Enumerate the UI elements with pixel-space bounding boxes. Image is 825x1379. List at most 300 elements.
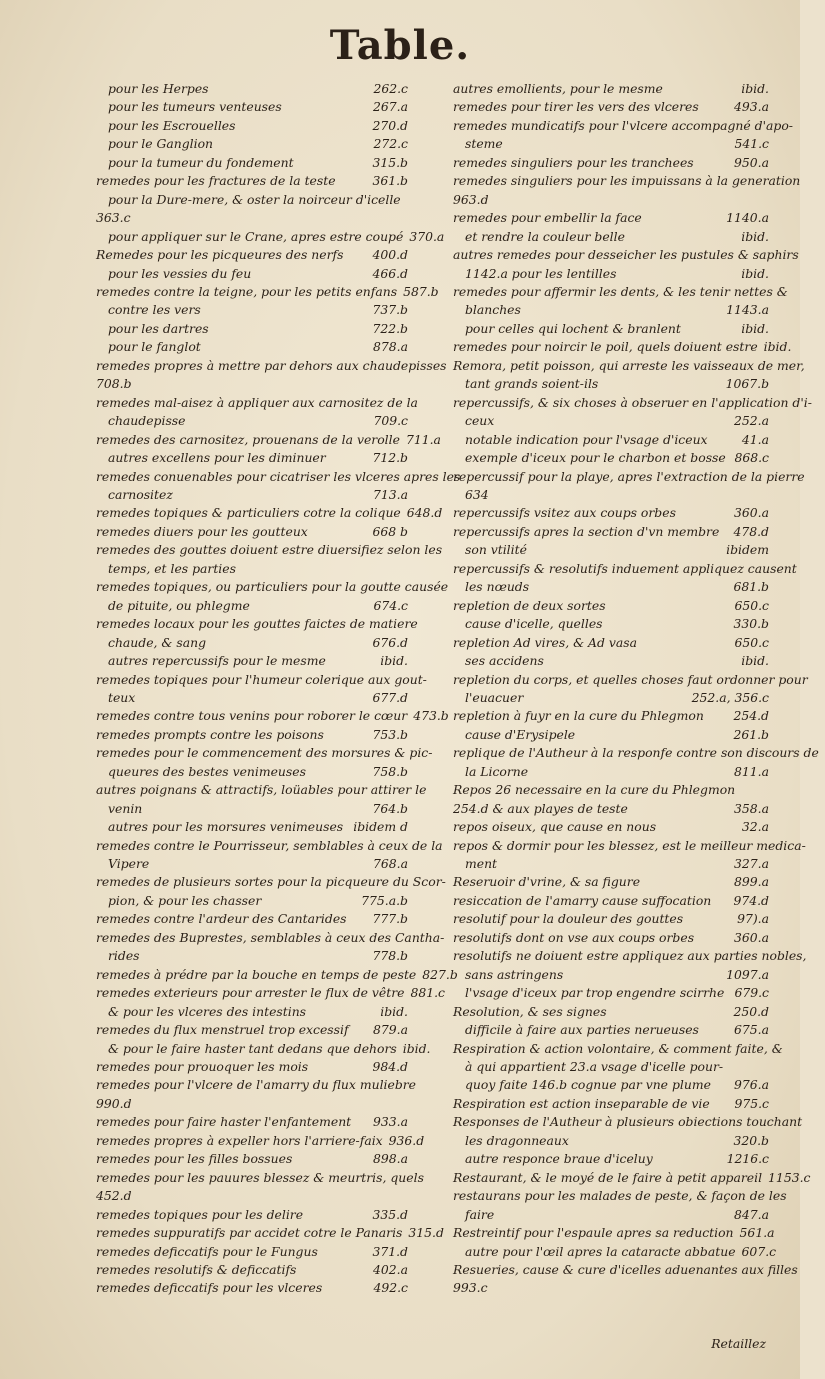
entry-text: tant grands soient-ils [465, 376, 599, 392]
entry-page-ref: 722.b [372, 320, 408, 336]
entry-text: remedes topiques pour l'humeur colerique aux gout- [96, 671, 427, 687]
entry-text: exemple d'iceux pour le charbon et bosse [465, 450, 726, 466]
index-entry [453, 929, 769, 947]
index-entry [453, 1261, 798, 1279]
index-entry [96, 228, 445, 246]
entry-page-ref [819, 744, 825, 762]
entry-text: repercussifs, & six choses à obseruer en l'application d'i- [453, 394, 812, 410]
index-entry [96, 984, 445, 1002]
index-entry [96, 1132, 425, 1150]
entry-text: resolutifs ne doiuent estre appliquez aux parties nobles, [453, 948, 807, 964]
index-entry [453, 1076, 769, 1094]
entry-page-ref: ibidem d [353, 819, 408, 835]
entry-page-ref: 868.c [734, 450, 769, 466]
entry-text: & pour le faire haster tant dedans que dehors [108, 1040, 397, 1056]
index-entry [96, 634, 408, 652]
entry-text: 1142.a pour les lentilles [465, 265, 617, 281]
index-entry [96, 1187, 408, 1205]
entry-page-ref [805, 357, 811, 375]
entry-text: pour les Escrouelles [108, 117, 236, 133]
entry-text: chaudepisse [108, 413, 186, 429]
index-entry [96, 394, 418, 412]
index-entry [453, 1058, 769, 1076]
entry-page-ref [444, 929, 450, 947]
index-entry [96, 560, 408, 578]
entry-text: quoy faite 146.b cognue par vne plume [465, 1077, 711, 1093]
entry-text: restaurans pour les malades de peste, & façon de les [453, 1188, 787, 1204]
entry-page-ref [812, 394, 818, 412]
index-entry [453, 117, 793, 135]
index-entry [96, 412, 408, 430]
entry-page-ref: ibid. [380, 1003, 408, 1019]
index-entry [453, 800, 769, 818]
entry-page-ref: 466.d [372, 265, 408, 281]
index-entry [453, 228, 769, 246]
index-entry [96, 1243, 408, 1261]
entry-text: notable indication pour l'vsage d'iceux [465, 431, 708, 447]
entry-text: pour les vessies du feu [108, 265, 252, 281]
entry-page-ref: 261.b [733, 726, 769, 742]
entry-text: remedes pour les pauures blessez & meurtris, quels [96, 1169, 424, 1185]
left-column [96, 80, 461, 1298]
entry-text: temps, et les parties [108, 560, 236, 576]
index-entry [453, 1187, 787, 1205]
index-entry [96, 486, 408, 504]
entry-page-ref: 541.c [734, 136, 769, 152]
index-entry [96, 652, 408, 670]
entry-page-ref: 679.c [734, 985, 769, 1001]
index-entry [453, 80, 769, 98]
entry-page-ref: 315.b [372, 154, 408, 170]
entry-text: remedes topiques pour les delire [96, 1206, 304, 1222]
index-entry [453, 1113, 803, 1131]
entry-page-ref [763, 781, 769, 799]
index-entry [453, 744, 819, 762]
entry-text: teux [108, 689, 136, 705]
entry-text: à qui appartient 23.a vsage d'icelle pour- [465, 1059, 724, 1075]
entry-text: repletion Ad vires, & Ad vasa [453, 634, 637, 650]
index-entry [96, 818, 408, 836]
entry-page-ref: 899.a [734, 874, 769, 890]
index-entry [453, 837, 806, 855]
index-entry [453, 984, 769, 1002]
entry-text: remedes pour le commencement des morsures & pic- [96, 745, 433, 761]
entry-page-ref: 950.a [734, 154, 769, 170]
entry-text: remedes du flux menstruel trop excessif [96, 1022, 349, 1038]
index-entry [453, 468, 805, 486]
index-entry [96, 98, 408, 116]
entry-page-ref [806, 837, 812, 855]
entry-page-ref [763, 1058, 769, 1076]
entry-page-ref: 898.a [373, 1151, 408, 1167]
entry-text: Restreintif pour l'espaule apres sa reduction [453, 1225, 734, 1241]
entry-page-ref [763, 191, 769, 209]
entry-page-ref: 587.b [403, 283, 439, 299]
entry-text: blanches [465, 302, 521, 318]
entry-page-ref: 1216.c [726, 1151, 769, 1167]
entry-text: remedes propres à mettre par dehors aux chaudepisses [96, 357, 447, 373]
index-entry [96, 1095, 408, 1113]
entry-page-ref [418, 615, 424, 633]
index-entry [453, 1243, 777, 1261]
index-entry [96, 873, 446, 891]
entry-text: remedes singuliers pour les impuissans à la generation [453, 173, 801, 189]
entry-text: remedes pour affermir les dents, & les tenir nettes & [453, 283, 788, 299]
entry-text: pour celles qui lochent & branlent [465, 320, 681, 336]
entry-page-ref: ibid. [380, 653, 408, 669]
entry-page-ref [800, 172, 806, 190]
entry-text: steme [465, 136, 503, 152]
entry-page-ref: 272.c [373, 136, 408, 152]
index-entry [453, 634, 769, 652]
index-entry [453, 781, 769, 799]
entry-page-ref: 361.b [372, 173, 408, 189]
entry-text: autres remedes pour desseicher les pustules & saphirs [453, 247, 799, 263]
page-title: Table. [329, 22, 471, 69]
entry-text: Respiration est action inseparable de vie [453, 1095, 710, 1111]
entry-text: remedes contre l'ardeur des Cantarides [96, 911, 347, 927]
entry-page-ref [427, 671, 433, 689]
entry-page-ref: 97).a [737, 911, 769, 927]
entry-text: autres excellens pour les diminuer [108, 450, 326, 466]
entry-text: remedes pour tirer les vers des vlceres [453, 99, 699, 115]
entry-text: remedes locaux pour les gouttes faictes de matiere [96, 616, 418, 632]
entry-text: remedes pour les fractures de la teste [96, 173, 336, 189]
index-entry [96, 615, 418, 633]
entry-page-ref: ibid. [402, 1040, 431, 1056]
entry-text: remedes pour embellir la face [453, 210, 642, 226]
entry-page-ref: 847.a [734, 1206, 769, 1222]
entry-page-ref: 270.d [372, 117, 408, 133]
entry-text: ses accidens [465, 653, 544, 669]
index-entry [96, 1224, 444, 1242]
entry-page-ref: 254.d [733, 708, 769, 724]
index-entry [96, 578, 449, 596]
entry-page-ref: 360.a [734, 929, 769, 945]
index-entry [96, 1076, 417, 1094]
index-entry [453, 578, 769, 596]
entry-page-ref: 768.a [373, 856, 408, 872]
entry-text: remedes contre tous venins pour roborer le cœur [96, 708, 408, 724]
index-entry [453, 449, 769, 467]
index-entry [453, 523, 769, 541]
index-entry [96, 357, 447, 375]
entry-text: remedes pour les filles bossues [96, 1151, 293, 1167]
index-entry [96, 707, 449, 725]
entry-text: remedes deficcatifs pour le Fungus [96, 1243, 318, 1259]
index-entry [96, 671, 427, 689]
entry-page-ref: 1067.b [725, 376, 769, 392]
entry-text: sans astringens [465, 966, 564, 982]
index-entry [453, 873, 769, 891]
entry-text: queures des bestes venimeuses [108, 763, 306, 779]
entry-text: remedes conuenables pour cicatriser les vlceres apres les [96, 468, 461, 484]
entry-page-ref [402, 209, 408, 227]
index-entry [453, 265, 769, 283]
entry-page-ref: 1143.a [726, 302, 769, 318]
index-entry [96, 800, 408, 818]
index-entry [453, 1095, 769, 1113]
index-entry [96, 523, 408, 541]
entry-page-ref: 974.d [733, 892, 769, 908]
entry-page-ref [418, 394, 424, 412]
index-entry [96, 191, 408, 209]
index-entry [453, 689, 769, 707]
index-entry [96, 1058, 408, 1076]
entry-text: remedes de plusieurs sortes pour la picqueure du Scor- [96, 874, 446, 890]
entry-text: remedes diuers pour les goutteux [96, 523, 308, 539]
entry-text: remedes contre la teigne, pour les petits enfans [96, 283, 398, 299]
entry-page-ref: 777.b [372, 911, 408, 927]
index-entry [96, 431, 441, 449]
entry-text: carnositez [108, 486, 173, 502]
entry-page-ref [432, 744, 438, 762]
entry-page-ref: 676.d [372, 634, 408, 650]
entry-text: repletion à fuyr en la cure du Phlegmon [453, 708, 704, 724]
index-entry [96, 966, 458, 984]
index-entry [453, 1040, 783, 1058]
index-entry [453, 910, 769, 928]
entry-page-ref [416, 1076, 422, 1094]
index-entry [96, 135, 408, 153]
index-entry [96, 117, 408, 135]
index-entry [96, 283, 439, 301]
entry-page-ref: 370.a [409, 228, 445, 244]
entry-page-ref: 315.d [408, 1225, 444, 1241]
index-entry [453, 615, 769, 633]
entry-page-ref: 677.d [372, 689, 408, 705]
entry-page-ref: ibid. [741, 653, 769, 669]
entry-page-ref: 1097.a [726, 966, 769, 982]
entry-page-ref: 478.d [733, 523, 769, 539]
entry-text: Reseruoir d'vrine, & sa figure [453, 874, 641, 890]
entry-text: remedes des gouttes doiuent estre diuersifiez selon les [96, 542, 443, 558]
entry-page-ref: 402.a [373, 1262, 408, 1277]
entry-text: 708.b [96, 376, 132, 392]
index-entry [96, 763, 408, 781]
entry-page-ref: ibid. [741, 265, 769, 281]
entry-page-ref: 713.a [373, 486, 408, 502]
entry-text: Respiration & action volontaire, & comment faite, & [453, 1040, 783, 1056]
entry-page-ref: 327.a [734, 856, 769, 872]
entry-page-ref [783, 1040, 789, 1058]
entry-page-ref: 674.c [373, 597, 408, 613]
entry-text: ceux [465, 413, 495, 429]
index-entry [453, 892, 769, 910]
index-entry [96, 1169, 424, 1187]
entry-text: remedes singuliers pour les tranchees [453, 154, 694, 170]
entry-page-ref: 984.d [372, 1059, 408, 1075]
entry-page-ref: 712.b [372, 450, 408, 466]
entry-text: chaude, & sang [108, 634, 207, 650]
entry-text: remedes pour prouoquer les mois [96, 1059, 309, 1075]
index-entry [453, 855, 769, 873]
entry-page-ref: 709.c [373, 413, 408, 429]
entry-text: 363.c [96, 210, 131, 226]
entry-text: venin [108, 800, 143, 816]
entry-page-ref: 827.b [422, 966, 458, 982]
entry-text: pour les Herpes [108, 81, 209, 96]
entry-text: Remora, petit poisson, qui arreste les vaisseaux de mer, [453, 357, 805, 373]
index-entry [453, 375, 769, 393]
entry-text: Repos 26 necessaire en la cure du Phlegmon [453, 782, 736, 798]
entry-page-ref [446, 873, 452, 891]
entry-page-ref: 879.a [373, 1022, 408, 1038]
entry-page-ref: ibid. [741, 320, 769, 336]
entry-page-ref: 252.a [734, 413, 769, 429]
entry-page-ref: 41.a [741, 431, 769, 447]
entry-page-ref: 675.a [734, 1022, 769, 1038]
entry-text: repletion du corps, et quelles choses faut ordonner pour [453, 671, 808, 687]
entry-text: pour le fanglot [108, 339, 201, 355]
entry-page-ref: ibidem [726, 542, 769, 558]
entry-page-ref [402, 375, 408, 393]
index-entry [96, 504, 443, 522]
entry-page-ref [402, 560, 408, 578]
entry-page-ref: 775.a.b [361, 892, 408, 908]
entry-page-ref: 668 b [372, 523, 408, 539]
index-entry [96, 910, 408, 928]
index-entry [453, 412, 769, 430]
entry-page-ref: 32.a [741, 819, 769, 835]
index-entry [453, 98, 769, 116]
entry-page-ref: 753.b [372, 726, 408, 742]
index-entry [96, 246, 408, 264]
index-entry [96, 1021, 408, 1039]
index-entry [453, 209, 769, 227]
entry-text: remedes prompts contre les poisons [96, 726, 324, 742]
entry-text: & pour les vlceres des intestins [108, 1003, 307, 1019]
index-entry [96, 837, 443, 855]
entry-text: cause d'icelle, quelles [465, 616, 603, 632]
entry-page-ref: 811.a [734, 763, 769, 779]
index-entry [453, 431, 769, 449]
index-entry [453, 172, 801, 190]
entry-page-ref: ibid. [763, 339, 792, 355]
entry-text: repercussifs & resolutifs induement appliquez causent [453, 560, 797, 576]
entry-page-ref [805, 468, 811, 486]
entry-page-ref [798, 1261, 804, 1279]
entry-text: pour les dartres [108, 320, 209, 336]
entry-page-ref: 936.d [388, 1132, 425, 1148]
entry-page-ref [447, 357, 453, 375]
entry-page-ref: 335.d [372, 1206, 408, 1222]
entry-page-ref [426, 781, 432, 799]
entry-page-ref: 737.b [372, 302, 408, 318]
entry-text: autres repercussifs pour le mesme [108, 653, 326, 669]
index-entry [96, 744, 433, 762]
index-entry [96, 1040, 431, 1058]
entry-text: son vtilité [465, 542, 527, 558]
entry-text: autres poignans & attractifs, loüables pour attirer le [96, 782, 427, 798]
entry-text: remedes mundicatifs pour l'vlcere accompagné d'apo- [453, 117, 793, 133]
entry-text: repos & dormir pour les blessez, est le meilleur medica- [453, 837, 806, 853]
entry-page-ref [808, 671, 814, 689]
index-entry [96, 154, 408, 172]
entry-text: repercussif pour la playe, apres l'extraction de la pierre [453, 468, 805, 484]
entry-text: remedes pour l'vlcere de l'amarry du flux muliebre [96, 1077, 417, 1093]
index-entry [453, 191, 769, 209]
entry-text: la Licorne [465, 763, 529, 779]
entry-text: Resueries, cause & cure d'icelles aduenantes aux filles [453, 1262, 798, 1277]
entry-text: pour la Dure-mere, & oster la noirceur d'icelle [108, 191, 401, 207]
entry-text: 990.d [96, 1095, 132, 1111]
entry-page-ref [788, 283, 794, 301]
entry-page-ref [806, 947, 812, 965]
entry-text: rides [108, 948, 140, 964]
entry-page-ref [797, 560, 803, 578]
index-entry [453, 135, 769, 153]
index-entry [453, 283, 788, 301]
index-entry [96, 947, 408, 965]
entry-text: l'euacuer [465, 689, 524, 705]
entry-text: cause d'Erysipele [465, 726, 576, 742]
entry-text: l'vsage d'iceux par trop engendre scirrhe [465, 985, 725, 1001]
entry-text: remedes à prédre par la bouche en temps de peste [96, 966, 417, 982]
entry-page-ref: 933.a [373, 1114, 408, 1130]
entry-page-ref: 360.a [734, 505, 769, 521]
entry-text: les dragonneaux [465, 1132, 569, 1148]
entry-text: repercussifs apres la section d'vn membre [453, 523, 720, 539]
index-entry [96, 781, 427, 799]
entry-page-ref [402, 191, 408, 209]
entry-page-ref: 881.c [410, 985, 445, 1001]
index-entry [453, 671, 808, 689]
entry-text: remedes suppuratifs par accidet cotre le Panaris [96, 1225, 403, 1241]
entry-page-ref: 262.c [373, 81, 408, 96]
index-entry [96, 1150, 408, 1168]
index-entry [453, 357, 805, 375]
index-entry [453, 1206, 769, 1224]
entry-text: Vipere [108, 856, 150, 872]
entry-text: Restaurant, & le moyé de le faire à petit appareil [453, 1169, 763, 1185]
entry-page-ref: 493.a [734, 99, 769, 115]
index-entry [96, 855, 408, 873]
index-entry [453, 541, 769, 559]
entry-page-ref: 778.b [372, 948, 408, 964]
index-entry [453, 1132, 769, 1150]
entry-page-ref: 330.b [733, 616, 769, 632]
entry-page-ref: 650.c [734, 634, 769, 650]
entry-page-ref: 400.d [372, 247, 408, 263]
entry-text: remedes des carnositez, prouenans de la verolle [96, 431, 400, 447]
index-entry [96, 449, 408, 467]
entry-page-ref [802, 1113, 808, 1131]
entry-text: Remedes pour les picqueures des nerfs [96, 247, 344, 263]
entry-page-ref: 648.d [406, 505, 443, 521]
index-entry [96, 541, 443, 559]
entry-page-ref: 1140.a [726, 210, 769, 226]
entry-text: autre responce braue d'iceluy [465, 1151, 653, 1167]
index-entry [96, 265, 408, 283]
entry-text: remedes contre le Pourrisseur, semblables à ceux de la [96, 837, 443, 853]
entry-text: pion, & pour les chasser [108, 892, 262, 908]
index-entry [96, 468, 461, 486]
catchword: Retaillez [711, 1336, 766, 1351]
index-entry [453, 707, 769, 725]
entry-text: repletion de deux sortes [453, 597, 606, 613]
entry-text: repercussifs vsitez aux coups orbes [453, 505, 676, 521]
entry-page-ref: 371.d [372, 1243, 408, 1259]
entry-text: remedes propres à expeller hors l'arriere-faix [96, 1132, 383, 1148]
index-entry [96, 1003, 408, 1021]
entry-text: remedes des Buprestes, semblables à ceux des Cantha- [96, 929, 445, 945]
index-entry [96, 301, 408, 319]
entry-text: 634 [465, 486, 489, 502]
entry-page-ref [402, 1187, 408, 1205]
index-entry [96, 726, 408, 744]
entry-text: contre les vers [108, 302, 201, 318]
